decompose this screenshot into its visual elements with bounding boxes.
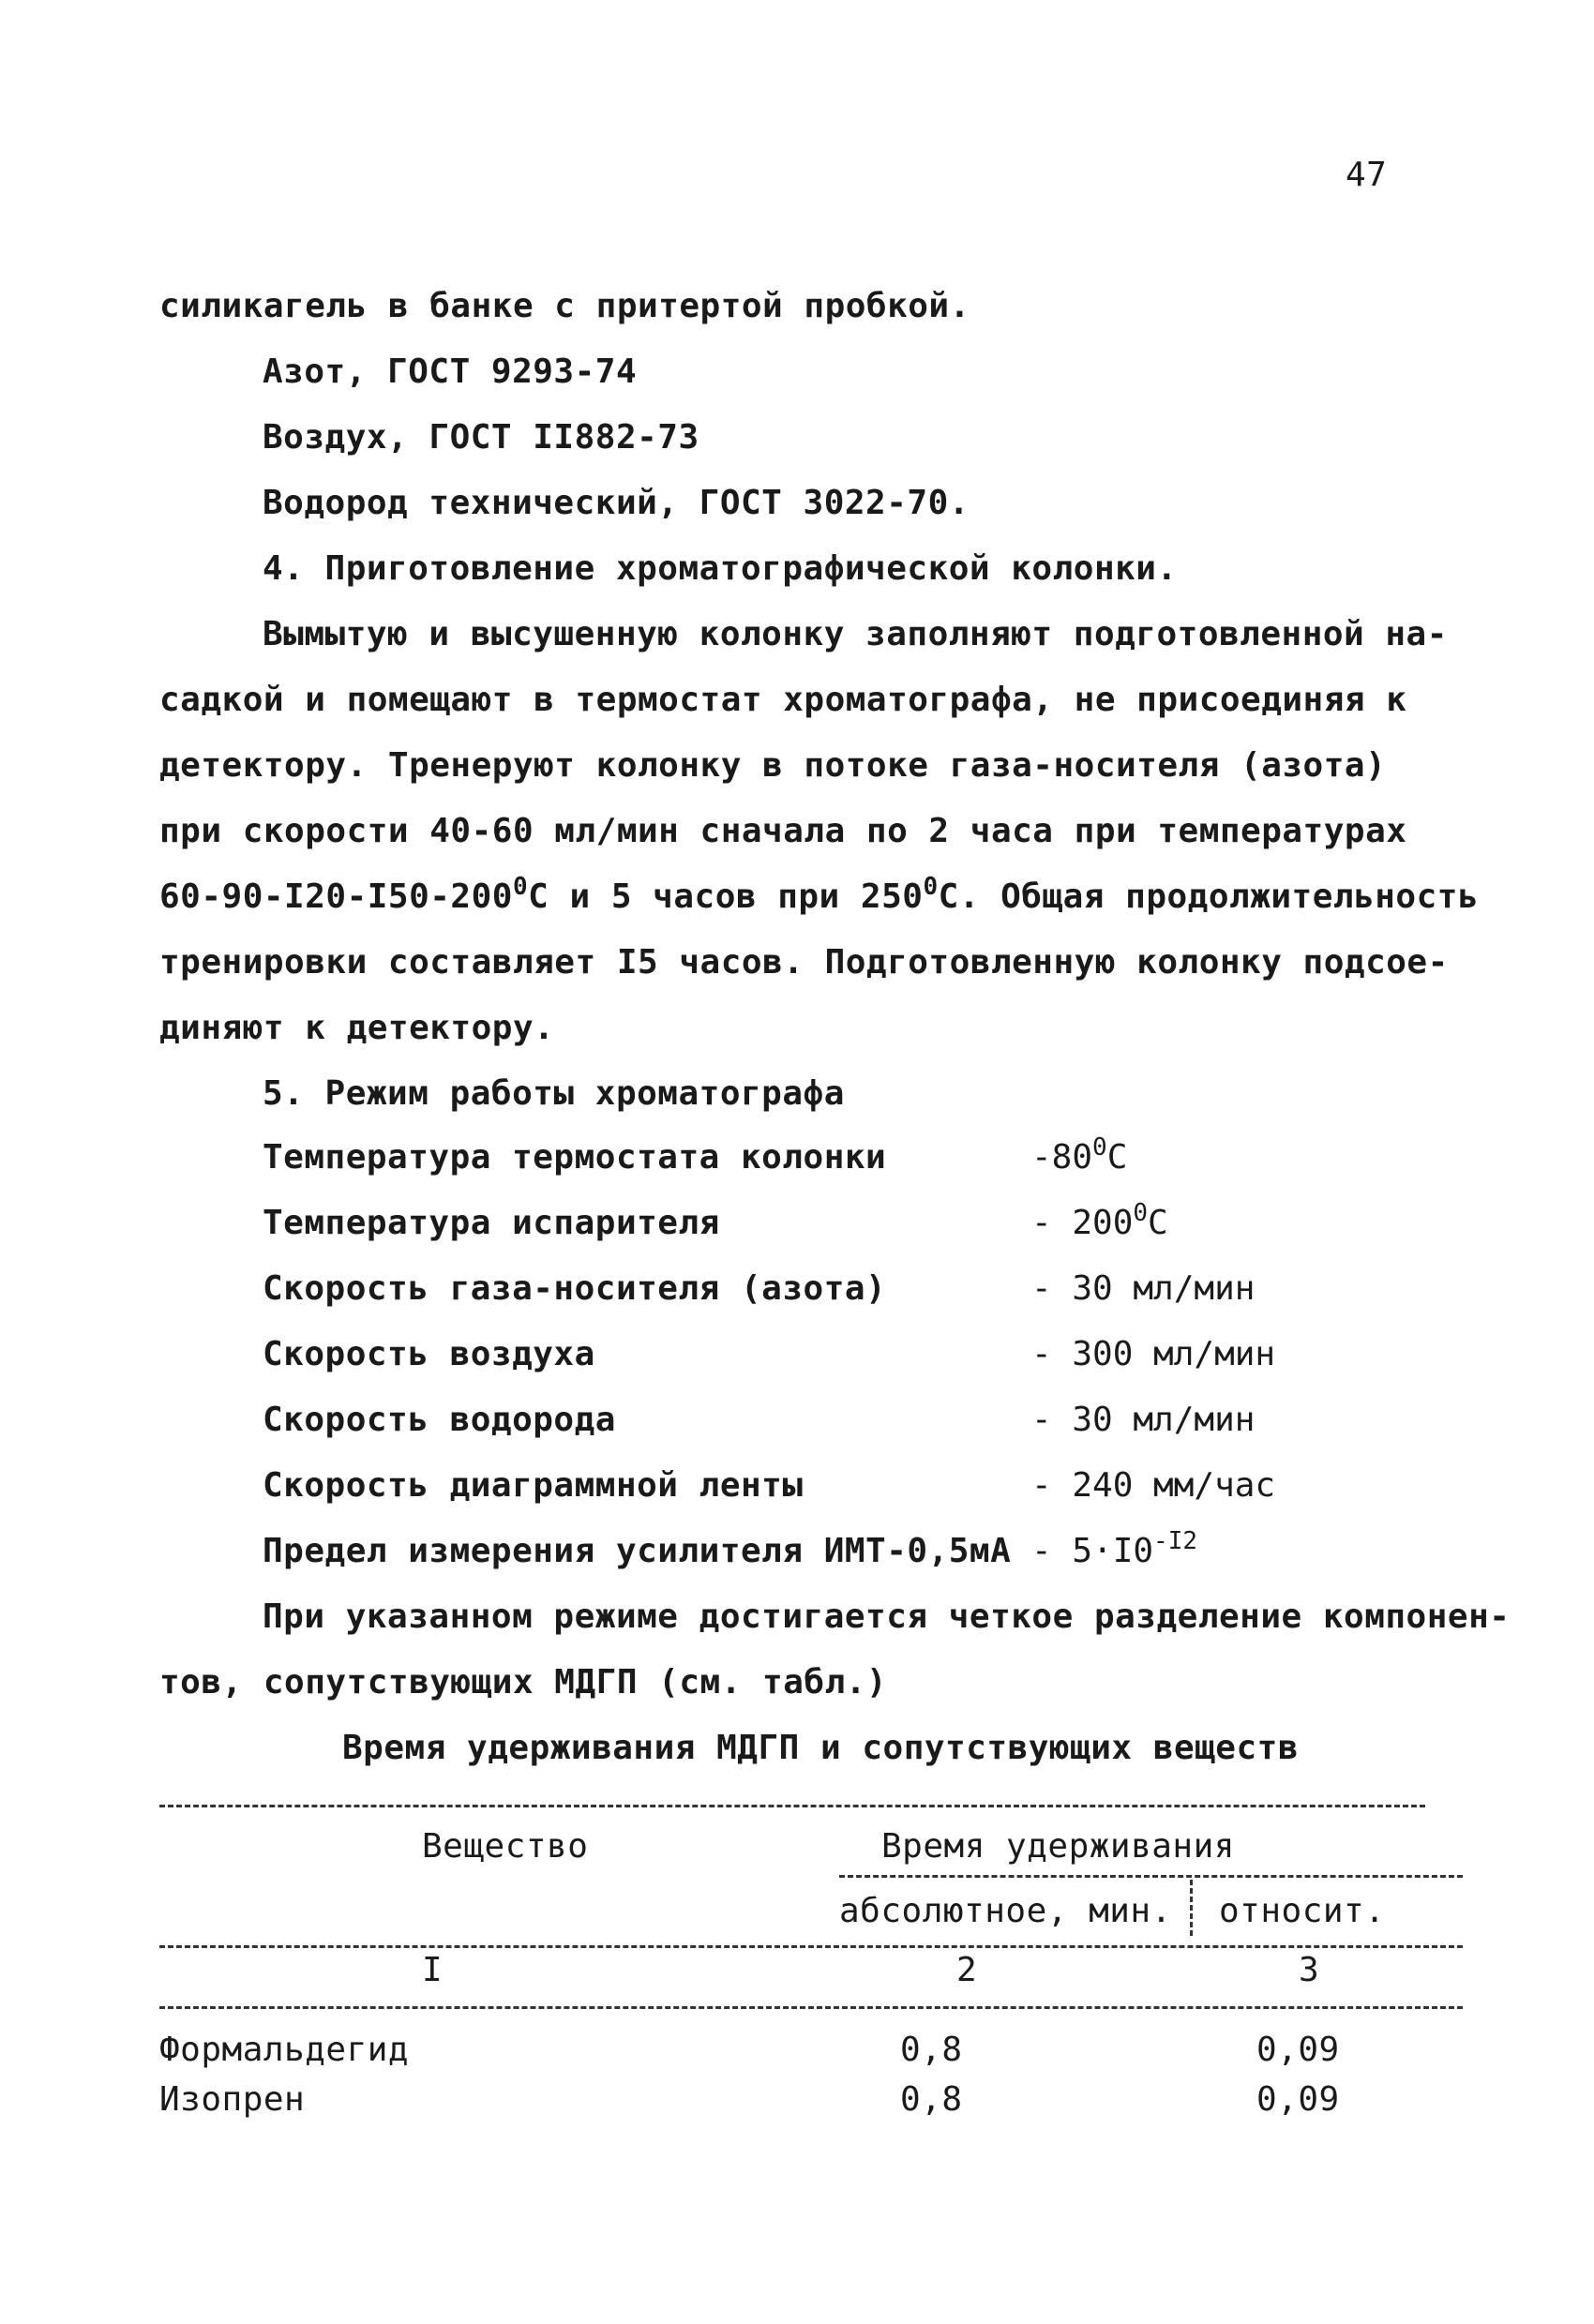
superscript: 0 bbox=[1133, 1199, 1149, 1227]
degree-mark: 0 bbox=[923, 873, 939, 901]
regime-value bbox=[1031, 1199, 1168, 1244]
table-rule bbox=[839, 1875, 1463, 1878]
regime-value bbox=[1031, 1268, 1255, 1310]
value-text: - 300 мл/мин bbox=[1031, 1335, 1276, 1373]
table-row-absolute: 0,8 bbox=[900, 2080, 963, 2119]
table-rule bbox=[159, 1945, 1463, 1948]
regime-value bbox=[1031, 1400, 1255, 1441]
regime-label: Температура испарителя bbox=[263, 1204, 720, 1242]
unit-text: C bbox=[1106, 1138, 1128, 1177]
degree-mark: 0 bbox=[512, 873, 529, 901]
text-line: Вымытую и высушенную колонку заполняют подготовленной на- bbox=[263, 615, 1448, 653]
table-rule bbox=[159, 1805, 1425, 1807]
text-fragment: C и 5 часов при 250 bbox=[528, 877, 924, 916]
section-heading: 5. Режим работы хроматографа bbox=[263, 1074, 845, 1113]
text-line bbox=[159, 873, 1480, 918]
value-text: -80 bbox=[1031, 1138, 1093, 1177]
value-text: - 200 bbox=[1031, 1204, 1134, 1242]
regime-label: Скорость воздуха bbox=[263, 1335, 595, 1373]
page-number: 47 bbox=[1346, 156, 1388, 194]
superscript: -I2 bbox=[1153, 1527, 1198, 1555]
table-row-absolute: 0,8 bbox=[900, 2031, 963, 2069]
regime-label: Скорость водорода bbox=[263, 1401, 616, 1439]
text-line: При указанном режиме достигается четкое разделение компонен- bbox=[263, 1597, 1511, 1636]
text-line: силикагель в банке с притертой пробкой. bbox=[159, 287, 970, 325]
regime-value bbox=[1031, 1527, 1198, 1572]
table-caption: Время удерживания МДГП и сопутствующих веществ bbox=[342, 1729, 1299, 1767]
regime-label: Предел измерения усилителя ИМТ-0,5мА bbox=[263, 1532, 1012, 1570]
table-row-substance: Изопрен bbox=[159, 2080, 306, 2119]
header-retention: Время удерживания bbox=[881, 1827, 1235, 1866]
value-text: - 30 мл/мин bbox=[1031, 1401, 1256, 1439]
text-fragment: 60-90-I20-I50-200 bbox=[159, 877, 513, 916]
column-number: 3 bbox=[1299, 1951, 1320, 1989]
header-substance: Вещество bbox=[422, 1827, 589, 1866]
text-line: Азот, ГОСТ 9293-74 bbox=[263, 352, 638, 391]
text-line: диняют к детектору. bbox=[159, 1009, 555, 1047]
text-line: Водород технический, ГОСТ 3022-70. bbox=[263, 484, 970, 522]
table-rule bbox=[159, 2006, 1463, 2009]
value-text: - 240 мм/час bbox=[1031, 1466, 1276, 1505]
regime-value bbox=[1031, 1465, 1275, 1507]
column-divider bbox=[1190, 1880, 1193, 1936]
regime-value bbox=[1031, 1133, 1128, 1178]
table-row-relative: 0,09 bbox=[1256, 2080, 1340, 2119]
header-relative: относит. bbox=[1219, 1892, 1386, 1930]
table-row-substance: Формальдегид bbox=[159, 2031, 410, 2069]
text-line: при скорости 40-60 мл/мин сначала по 2 часа при температурах bbox=[159, 812, 1407, 850]
regime-label: Скорость газа-носителя (азота) bbox=[263, 1269, 887, 1308]
text-line: Воздух, ГОСТ II882-73 bbox=[263, 418, 699, 457]
superscript: 0 bbox=[1092, 1133, 1107, 1162]
value-text: - 30 мл/мин bbox=[1031, 1269, 1256, 1308]
regime-label: Температура термостата колонки bbox=[263, 1138, 887, 1177]
text-line: детектору. Тренеруют колонку в потоке газа-носителя (азота) bbox=[159, 746, 1387, 785]
table-row-relative: 0,09 bbox=[1256, 2031, 1340, 2069]
unit-text: C bbox=[1148, 1204, 1168, 1242]
header-absolute: абсолютное, мин. bbox=[839, 1892, 1172, 1930]
text-line: садкой и помещают в термостат хроматографа, не присоединяя к bbox=[159, 681, 1407, 719]
text-line: тов, сопутствующих МДГП (см. табл.) bbox=[159, 1663, 888, 1702]
text-fragment: C. Общая продолжительность bbox=[938, 877, 1480, 916]
column-number: 2 bbox=[956, 1951, 978, 1989]
value-text: - 5·I0 bbox=[1031, 1532, 1154, 1570]
text-line: тренировки составляет I5 часов. Подготовленную колонку подсое- bbox=[159, 943, 1449, 982]
column-number: I bbox=[422, 1951, 444, 1989]
section-heading: 4. Приготовление хроматографической колонки. bbox=[263, 549, 1178, 588]
regime-label: Скорость диаграммной ленты bbox=[263, 1466, 804, 1505]
regime-value bbox=[1031, 1334, 1275, 1375]
